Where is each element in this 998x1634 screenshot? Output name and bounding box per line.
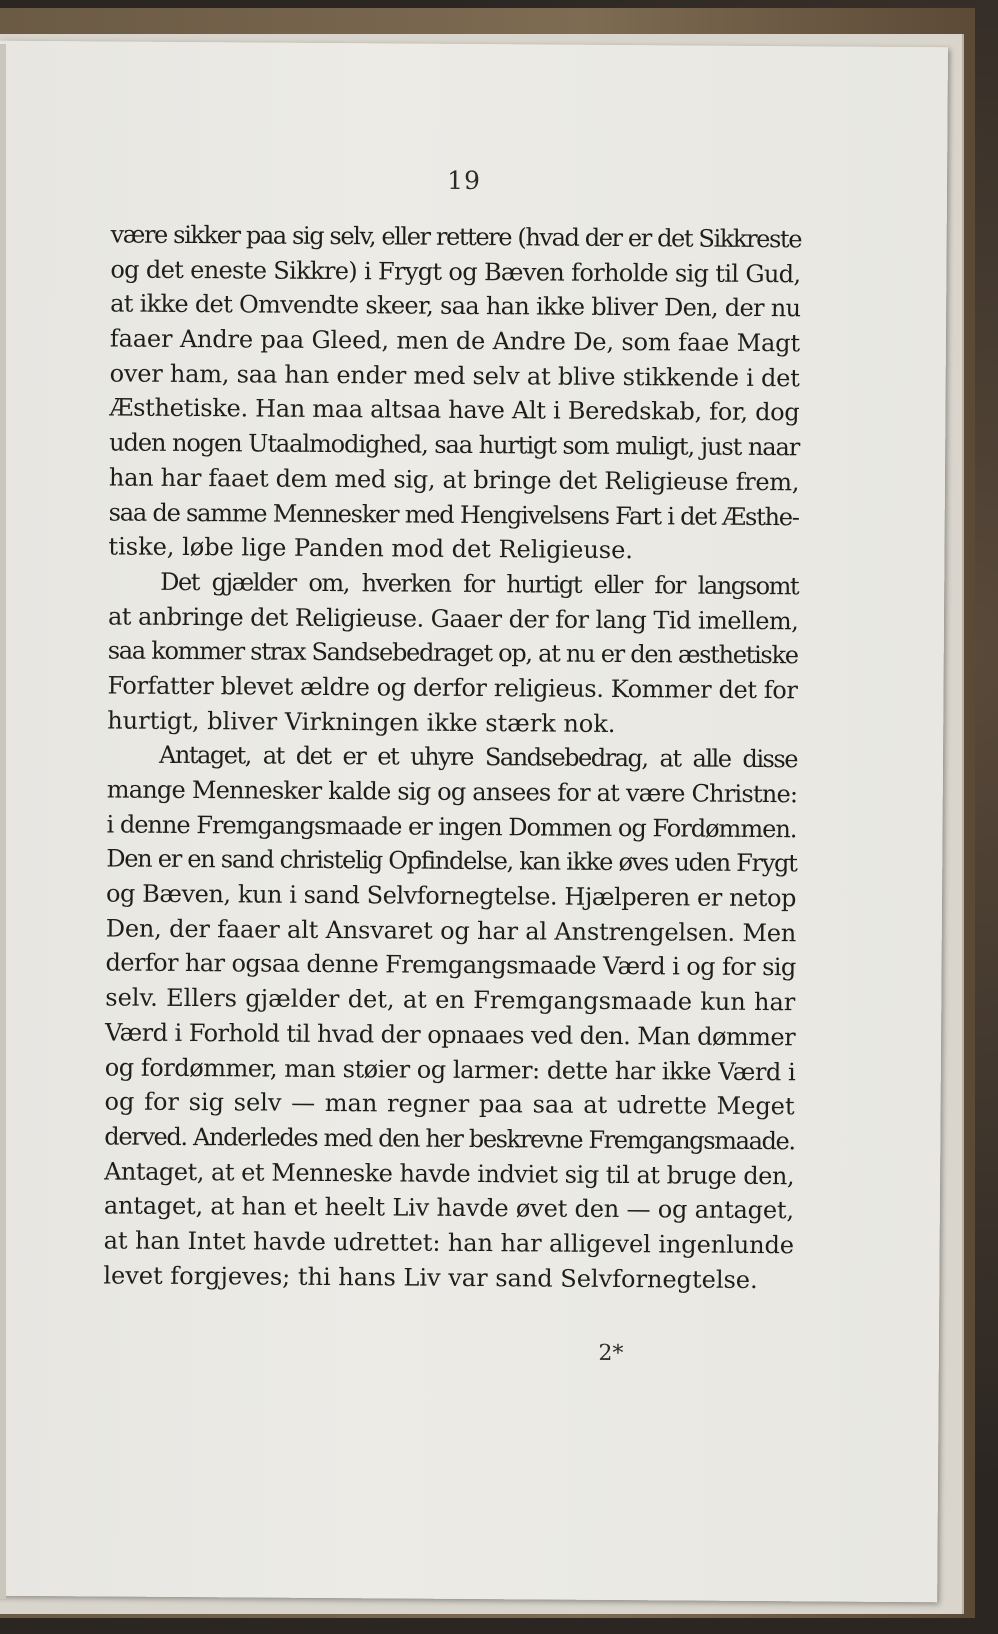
text-line: han har faaet dem med sig, at bringe det Religieuse frem, bbox=[108, 463, 800, 497]
text-line: Forfatter blevet ældre og derfor religieus. Kommer det for bbox=[107, 671, 798, 705]
paragraph-start: Antaget, at det er et uhyre Sandsebedrag, at alle disse bbox=[158, 741, 798, 774]
text-line: og fordømmer, man støier og larmer: dette har ikke Værd i bbox=[104, 1052, 796, 1086]
text-line: levet forgjeves; thi hans Liv var sand Selvfornegtelse. bbox=[103, 1261, 758, 1294]
text-line: saa de samme Mennesker med Hengivelsens Fart i det Æsthe- bbox=[108, 497, 799, 531]
text-line: derfor har ogsaa denne Fremgangsmaade Værd i og for sig bbox=[105, 948, 796, 982]
text-line: mange Mennesker kalde sig og ansees for at være Christne: bbox=[106, 775, 798, 809]
text-line: faaer Andre paa Gleed, men de Andre De, som faae Magt bbox=[109, 324, 801, 358]
text-line: derved. Anderledes med den her beskrevne Fremgangsmaade. bbox=[104, 1122, 795, 1156]
text-line: saa kommer strax Sandsebedraget op, at nu er den æsthetiske bbox=[107, 636, 798, 670]
text-line: og Bæven, kun i sand Selvfornegtelse. Hjælperen er netop bbox=[105, 879, 797, 913]
text-line: og for sig selv — man regner paa saa at udrette Meget bbox=[104, 1087, 795, 1121]
text-line: Den er en sand christelig Opfindelse, kan ikke øves uden Frygt bbox=[106, 844, 797, 878]
text-line: over ham, saa han ender med selv at blive stikkende i det bbox=[109, 359, 800, 393]
text-line: at anbringe det Religieuse. Gaaer der for lang Tid imellem, bbox=[107, 602, 799, 635]
page-edge bbox=[0, 44, 6, 1599]
text-line: Æsthetiske. Han maa altsaa have Alt i Beredskab, for, dog bbox=[109, 393, 800, 427]
text-line: uden nogen Utaalmodighed, saa hurtigt som muligt, just naar bbox=[109, 428, 800, 462]
text-line: og det eneste Sikkre) i Frygt og Bæven forholde sig til Gud, bbox=[110, 255, 801, 288]
text-line: selv. Ellers gjælder det, at en Fremgangsmaade kun har bbox=[105, 983, 796, 1017]
text-line: hurtigt, bliver Virkningen ikke stærk nok. bbox=[107, 706, 616, 738]
text-line: antaget, at han et heelt Liv havde øvet den — og antaget, bbox=[103, 1191, 794, 1225]
text-line: at han Intet havde udrettet: han har alligevel ingenlunde bbox=[103, 1226, 795, 1260]
book-page bbox=[0, 41, 948, 1603]
text-line: være sikker paa sig selv, eller rettere (hvad der er det Sikkreste bbox=[110, 220, 802, 254]
text-line: Antaget, at et Menneske havde indviet sig til at bruge den, bbox=[104, 1157, 795, 1190]
text-line: tiske, løbe lige Panden mod det Religieuse. bbox=[108, 532, 634, 565]
signature-mark: 2* bbox=[598, 1340, 624, 1367]
text-line: Værd i Forhold til hvad der opnaaes ved den. Man dømmer bbox=[104, 1018, 796, 1052]
text-line: i denne Fremgangsmaade er ingen Dommen og Fordømmen. bbox=[106, 810, 797, 843]
page-number: 19 bbox=[447, 165, 482, 196]
text-line: Den, der faaer alt Ansvaret og har al Anstrengelsen. Men bbox=[105, 914, 797, 948]
text-line: at ikke det Omvendte skeer, saa han ikke bliver Den, der nu bbox=[110, 289, 801, 323]
body-text bbox=[103, 217, 800, 1297]
paragraph-start: Det gjælder om, hverken for hurtigt eller for langsomt bbox=[160, 567, 799, 601]
